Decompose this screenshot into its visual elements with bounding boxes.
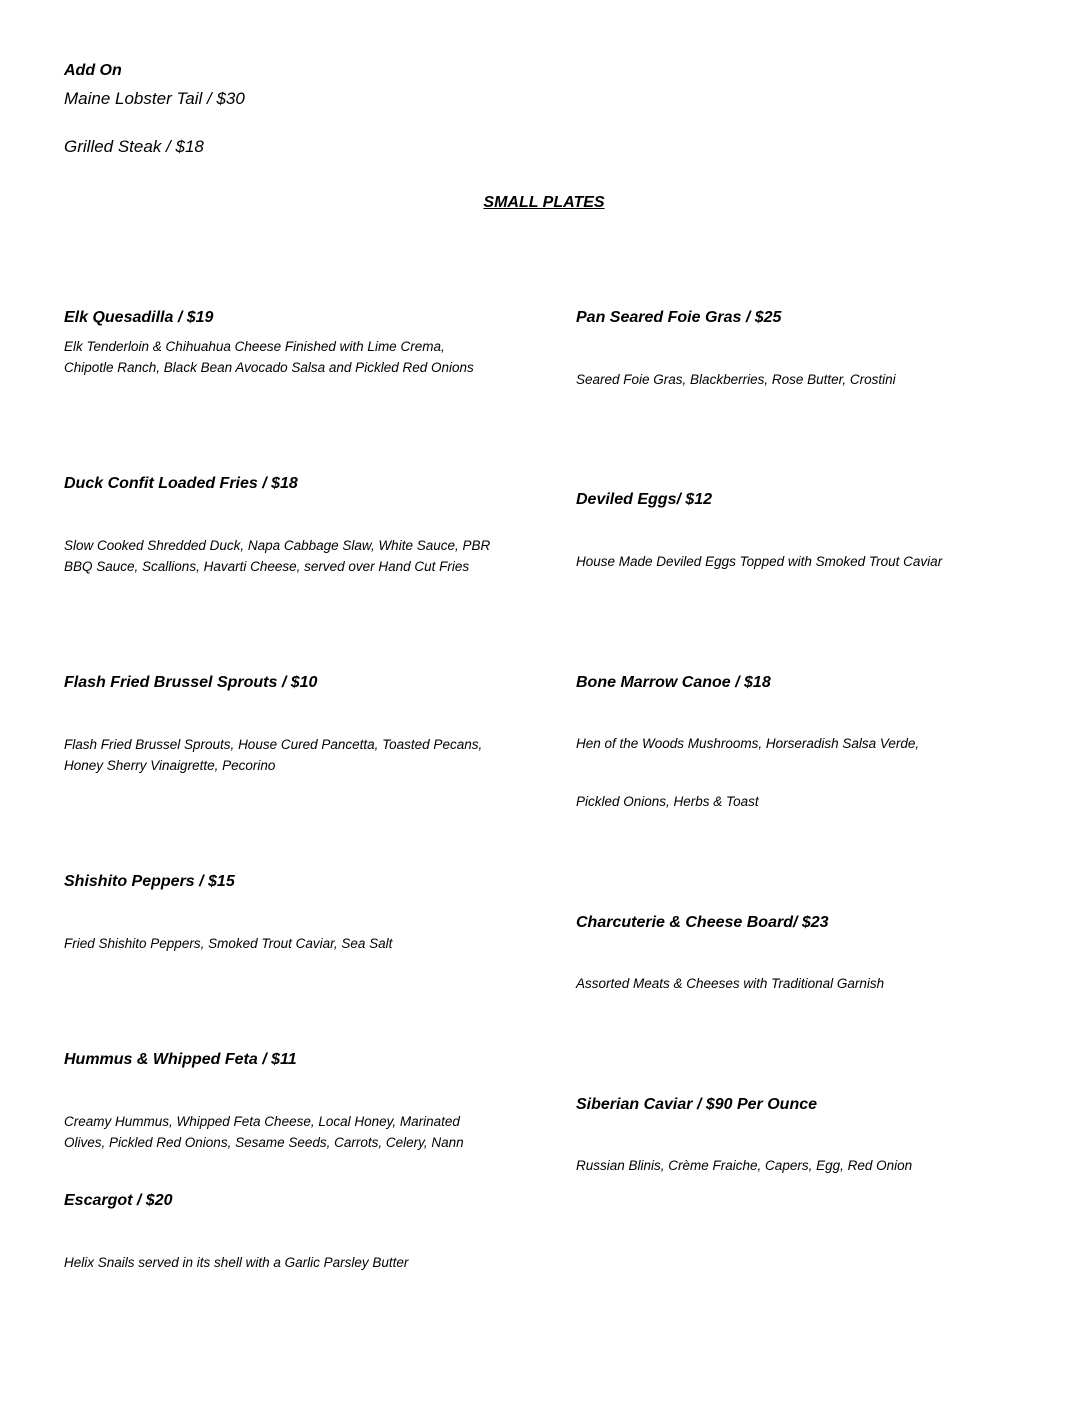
desc-line: Helix Snails served in its shell with a Garlic Parsley Butter (64, 1255, 409, 1270)
desc-line: Elk Tenderloin & Chihuahua Cheese Finished with Lime Crema, (64, 339, 445, 354)
item-name-escargot: Escargot / $20 (64, 1192, 173, 1209)
desc-line: Fried Shishito Peppers, Smoked Trout Caviar, Sea Salt (64, 936, 393, 951)
item-desc-deviled-eggs (576, 551, 942, 572)
desc-line: Flash Fried Brussel Sprouts, House Cured Pancetta, Toasted Pecans, (64, 737, 483, 752)
item-desc-siberian-caviar (576, 1155, 912, 1176)
item-desc-duck-confit-fries (64, 535, 490, 577)
item-name-brussel-sprouts: Flash Fried Brussel Sprouts / $10 (64, 674, 318, 691)
add-on-steak: Grilled Steak / $18 (64, 137, 204, 156)
desc-line: Assorted Meats & Cheeses with Traditional Garnish (576, 976, 885, 991)
item-desc-brussel-sprouts (64, 734, 482, 776)
desc-line: House Made Deviled Eggs Topped with Smoked Trout Caviar (576, 554, 943, 569)
item-name-shishito-peppers: Shishito Peppers / $15 (64, 873, 235, 890)
item-name-charcuterie-board: Charcuterie & Cheese Board/ $23 (576, 914, 829, 931)
desc-line: Chipotle Ranch, Black Bean Avocado Salsa and Pickled Red Onions (64, 360, 474, 375)
item-desc-elk-quesadilla (64, 336, 474, 378)
item-name-hummus-feta: Hummus & Whipped Feta / $11 (64, 1051, 297, 1068)
item-name-siberian-caviar: Siberian Caviar / $90 Per Ounce (576, 1096, 818, 1113)
desc-line: Seared Foie Gras, Blackberries, Rose Butter, Crostini (576, 372, 896, 387)
section-title: SMALL PLATES (483, 194, 605, 211)
item-desc-shishito-peppers (64, 933, 392, 954)
desc-line: Honey Sherry Vinaigrette, Pecorino (64, 758, 276, 773)
item-desc-hummus-feta (64, 1111, 464, 1153)
desc-line: BBQ Sauce, Scallions, Havarti Cheese, served over Hand Cut Fries (64, 559, 470, 574)
desc-line: Slow Cooked Shredded Duck, Napa Cabbage Slaw, White Sauce, PBR (64, 538, 491, 553)
item-name-elk-quesadilla: Elk Quesadilla / $19 (64, 309, 214, 326)
item-desc-foie-gras (576, 369, 896, 390)
item-name-duck-confit-fries: Duck Confit Loaded Fries / $18 (64, 475, 298, 492)
desc-line: Russian Blinis, Crème Fraiche, Capers, Egg, Red Onion (576, 1158, 913, 1173)
add-on-lobster: Maine Lobster Tail / $30 (64, 89, 245, 108)
add-on-title: Add On (64, 62, 122, 79)
item-name-bone-marrow-canoe: Bone Marrow Canoe / $18 (576, 674, 771, 691)
desc-line: Pickled Onions, Herbs & Toast (576, 794, 759, 809)
item-desc-charcuterie-board (576, 973, 884, 994)
item-name-foie-gras: Pan Seared Foie Gras / $25 (576, 309, 782, 326)
desc-line: Olives, Pickled Red Onions, Sesame Seeds, Carrots, Celery, Nann (64, 1135, 464, 1150)
desc-line: Hen of the Woods Mushrooms, Horseradish Salsa Verde, (576, 736, 920, 751)
desc-line: Creamy Hummus, Whipped Feta Cheese, Local Honey, Marinated (64, 1114, 460, 1129)
item-name-deviled-eggs: Deviled Eggs/ $12 (576, 491, 713, 508)
item-desc-bone-marrow-canoe-line1 (576, 733, 919, 754)
item-desc-escargot (64, 1252, 408, 1273)
item-desc-bone-marrow-canoe-line2 (576, 791, 759, 812)
